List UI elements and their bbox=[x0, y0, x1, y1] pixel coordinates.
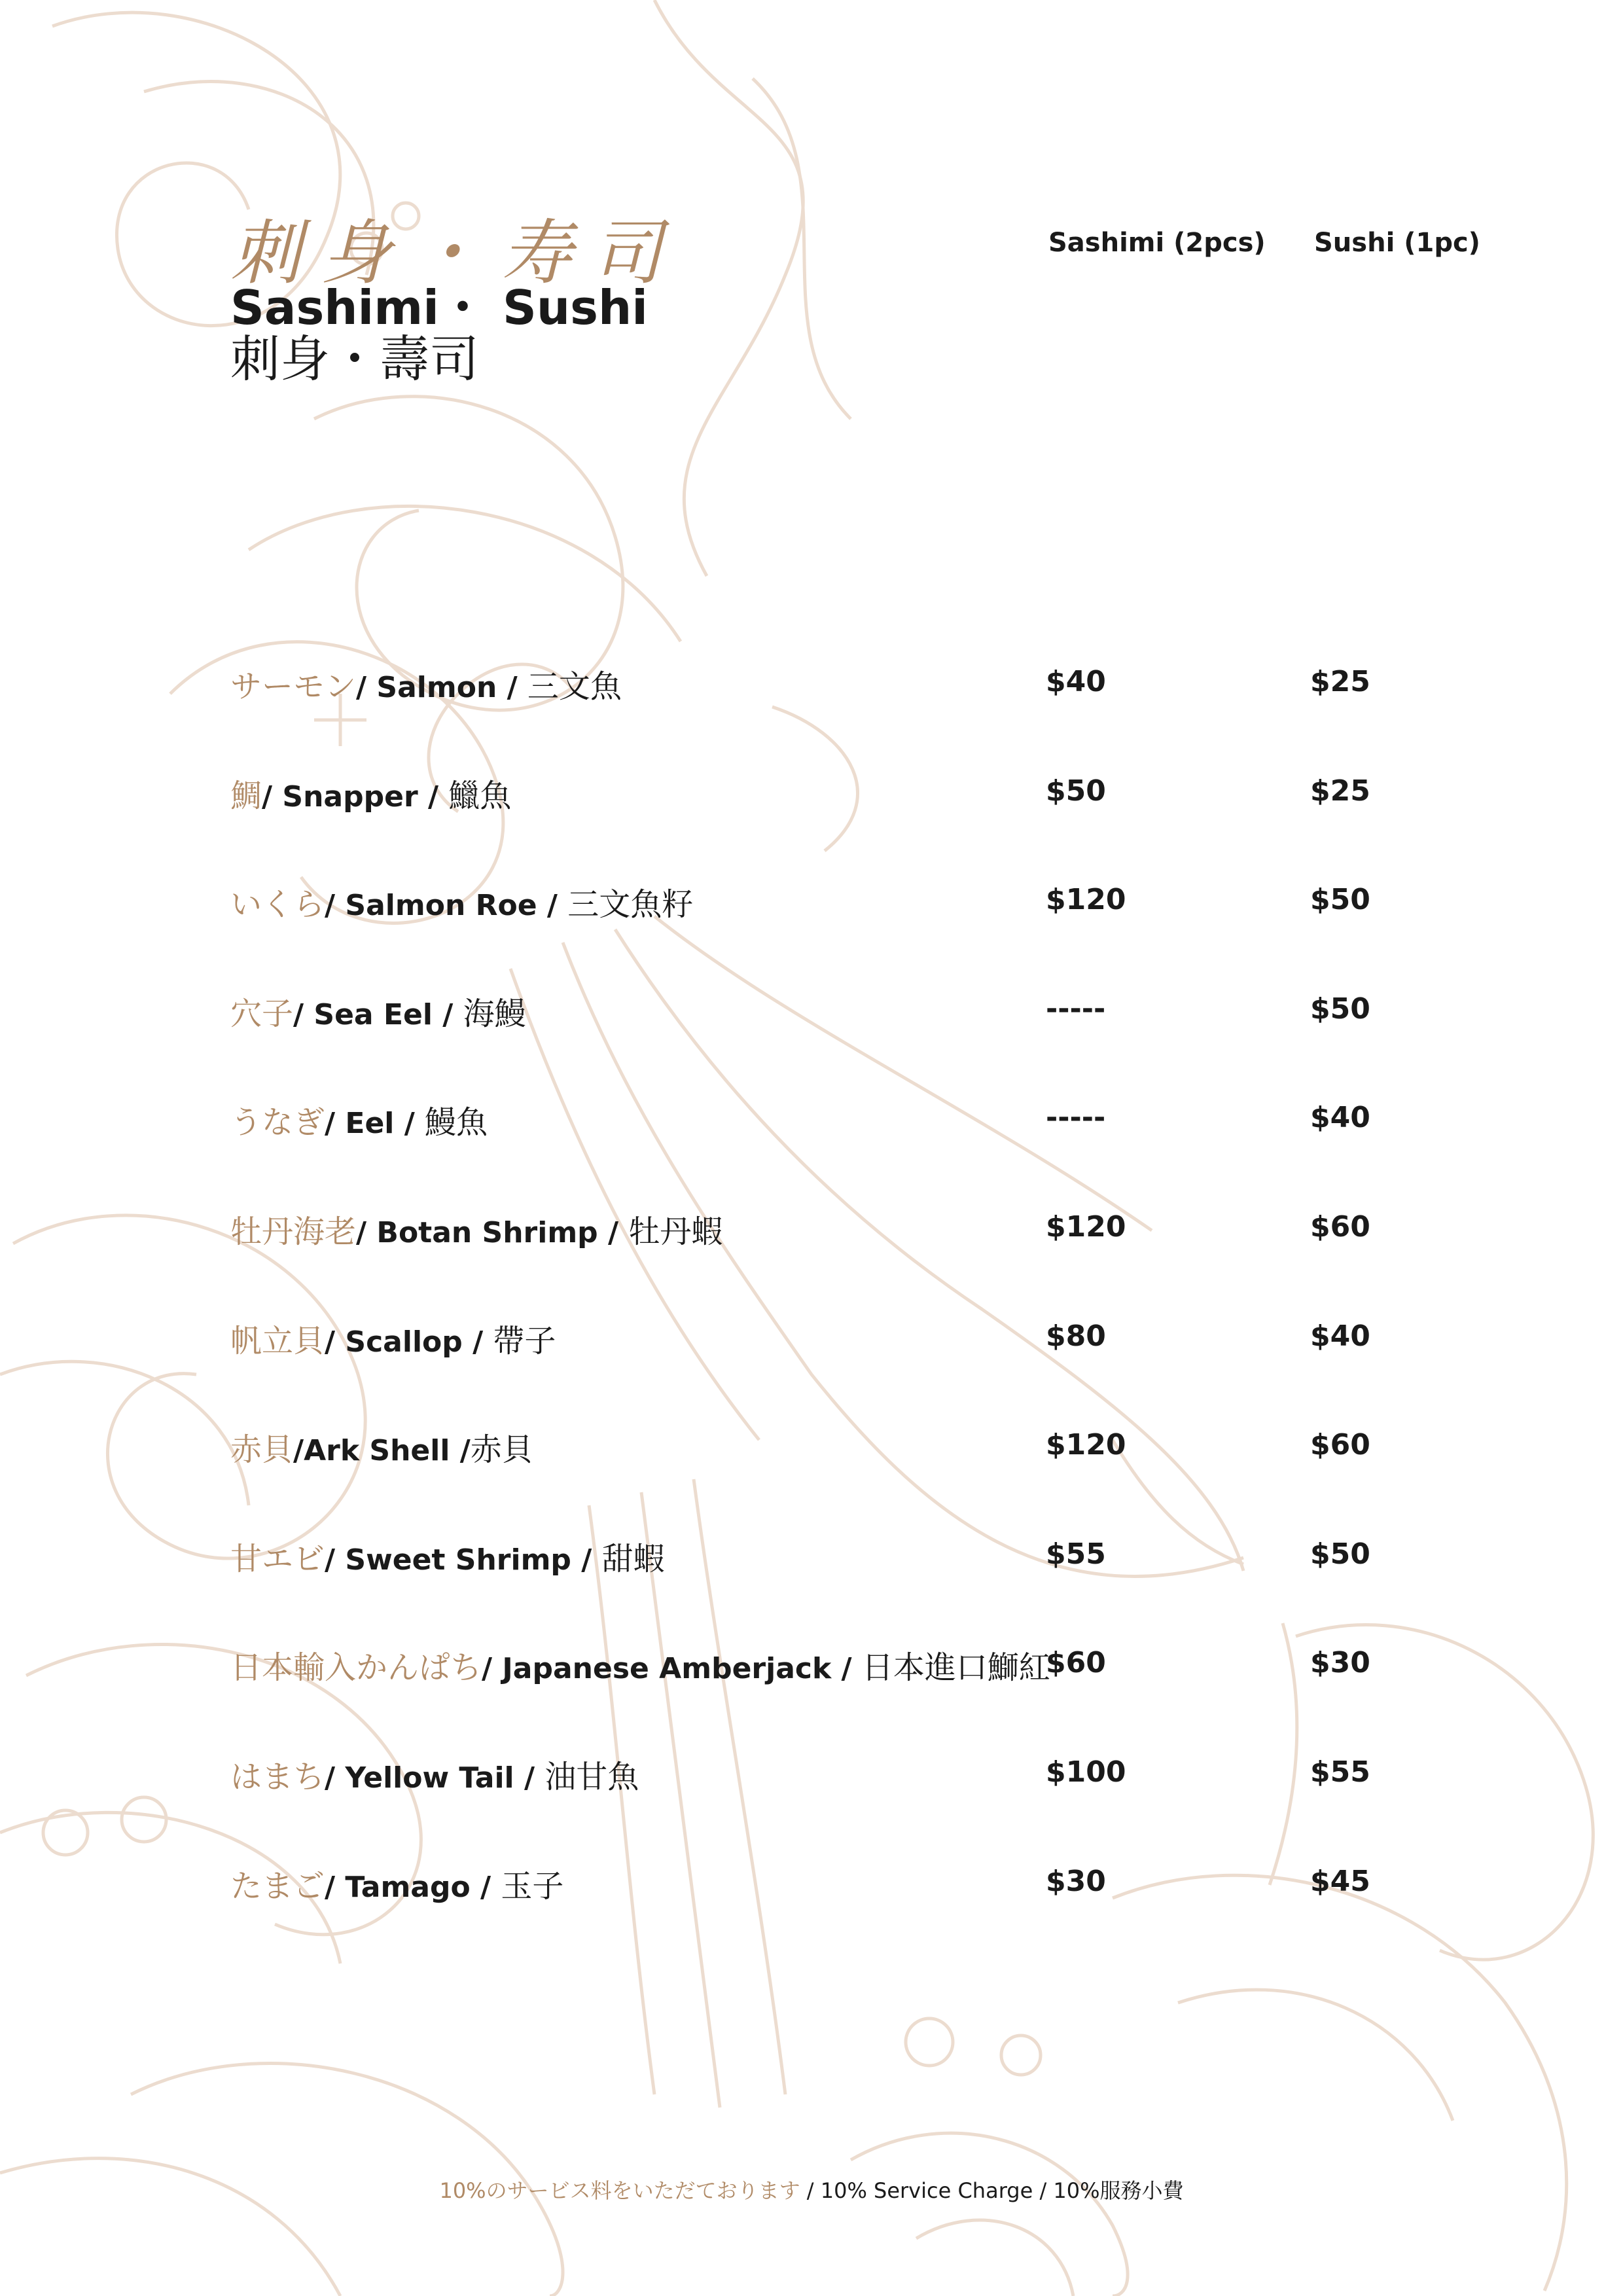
menu-item bbox=[230, 661, 1474, 713]
service-charge-japanese: 10%のサービス料をいただております bbox=[439, 2178, 800, 2203]
item-name-english: / Scallop / bbox=[325, 1325, 484, 1359]
item-name-chinese: 鱲魚 bbox=[438, 778, 512, 814]
sashimi-price: $120 bbox=[1046, 883, 1126, 916]
menu-item bbox=[230, 1206, 1474, 1259]
menu-item bbox=[230, 1642, 1474, 1695]
menu-item bbox=[230, 1751, 1474, 1804]
item-name-japanese: 穴子 bbox=[230, 996, 294, 1032]
item-name-chinese: 日本進口鰤紅 bbox=[851, 1649, 1050, 1686]
service-charge-note bbox=[0, 2174, 1623, 2204]
sashimi-price: $80 bbox=[1046, 1319, 1106, 1353]
item-name-english: / Botan Shrimp / bbox=[356, 1216, 619, 1249]
menu-item bbox=[230, 988, 1474, 1041]
item-name-chinese: 牡丹蝦 bbox=[618, 1213, 723, 1250]
sushi-price: $30 bbox=[1310, 1646, 1370, 1679]
item-name-english: / Snapper / bbox=[262, 780, 439, 814]
sushi-price: $45 bbox=[1310, 1865, 1370, 1898]
item-name-english: / Sweet Shrimp / bbox=[325, 1543, 592, 1577]
item-name-english: /Ark Shell / bbox=[293, 1434, 471, 1467]
sashimi-price: $60 bbox=[1046, 1646, 1106, 1679]
sashimi-price: $120 bbox=[1046, 1210, 1126, 1244]
item-name-japanese: いくら bbox=[230, 886, 325, 923]
sushi-price: $50 bbox=[1310, 992, 1370, 1026]
item-name-english: / Yellow Tail / bbox=[325, 1761, 535, 1795]
item-name-japanese: 甘エビ bbox=[230, 1541, 325, 1577]
item-name-japanese: うなぎ bbox=[230, 1104, 325, 1141]
sushi-price: $40 bbox=[1310, 1319, 1370, 1353]
item-name-japanese: 鯛 bbox=[230, 778, 262, 814]
item-name-chinese: 甜蝦 bbox=[592, 1541, 665, 1577]
sushi-price: $60 bbox=[1310, 1428, 1370, 1462]
sashimi-price: $55 bbox=[1046, 1537, 1106, 1571]
item-name-chinese: 玉子 bbox=[491, 1868, 564, 1905]
page-title-english: Sashimi・ Sushi bbox=[230, 280, 648, 335]
service-charge-english-chinese: / 10% Service Charge / 10%服務小費 bbox=[800, 2178, 1184, 2203]
item-name-english: / Sea Eel / bbox=[293, 998, 454, 1031]
sushi-price: $40 bbox=[1310, 1101, 1370, 1134]
page-title-japanese: 刺身・寿司 bbox=[230, 213, 683, 295]
item-name-chinese: 鰻魚 bbox=[414, 1104, 488, 1141]
item-name-japanese: はまち bbox=[230, 1759, 325, 1795]
menu-item bbox=[230, 879, 1474, 931]
sashimi-price: $50 bbox=[1046, 774, 1106, 808]
item-name-chinese: 帶子 bbox=[483, 1323, 556, 1359]
column-header-sashimi: Sashimi (2pcs) bbox=[1048, 228, 1266, 258]
menu-item bbox=[230, 1097, 1474, 1149]
item-name-english: / Salmon / bbox=[356, 671, 518, 704]
sushi-price: $25 bbox=[1310, 774, 1370, 808]
sashimi-price: $100 bbox=[1046, 1755, 1126, 1789]
item-name-japanese: 牡丹海老 bbox=[230, 1213, 357, 1250]
item-name-english: / Tamago / bbox=[325, 1871, 491, 1904]
sushi-price: $25 bbox=[1310, 665, 1370, 698]
sashimi-price: $30 bbox=[1046, 1865, 1106, 1898]
sashimi-price: $120 bbox=[1046, 1428, 1126, 1462]
menu-item bbox=[230, 1316, 1474, 1368]
sashimi-price: ----- bbox=[1046, 1101, 1106, 1134]
item-name-chinese: 油甘魚 bbox=[535, 1759, 639, 1795]
item-name-japanese: サーモン bbox=[230, 668, 357, 705]
item-name-english: / Eel / bbox=[325, 1107, 415, 1140]
sushi-price: $50 bbox=[1310, 883, 1370, 916]
item-name-english: / Japanese Amberjack / bbox=[482, 1652, 852, 1685]
sushi-price: $60 bbox=[1310, 1210, 1370, 1244]
menu-item bbox=[230, 1861, 1474, 1913]
menu-item bbox=[230, 1534, 1474, 1586]
item-name-japanese: たまご bbox=[230, 1868, 325, 1905]
item-name-chinese: 赤貝 bbox=[470, 1431, 533, 1468]
page-title-chinese: 刺身・壽司 bbox=[230, 330, 479, 388]
item-name-chinese: 海鰻 bbox=[453, 996, 526, 1032]
item-name-japanese: 帆立貝 bbox=[230, 1323, 325, 1359]
item-name-english: / Salmon Roe / bbox=[325, 889, 558, 922]
column-header-sushi: Sushi (1pc) bbox=[1314, 228, 1480, 258]
item-name-chinese: 三文魚籽 bbox=[557, 886, 694, 923]
menu-item bbox=[230, 770, 1474, 823]
sashimi-price: ----- bbox=[1046, 992, 1106, 1026]
item-name-japanese: 日本輸入かんぱち bbox=[230, 1649, 482, 1686]
item-name-chinese: 三文魚 bbox=[517, 668, 622, 705]
menu-item bbox=[230, 1424, 1474, 1477]
sashimi-price: $40 bbox=[1046, 665, 1106, 698]
sushi-price: $55 bbox=[1310, 1755, 1370, 1789]
item-name-japanese: 赤貝 bbox=[230, 1431, 294, 1468]
sushi-price: $50 bbox=[1310, 1537, 1370, 1571]
